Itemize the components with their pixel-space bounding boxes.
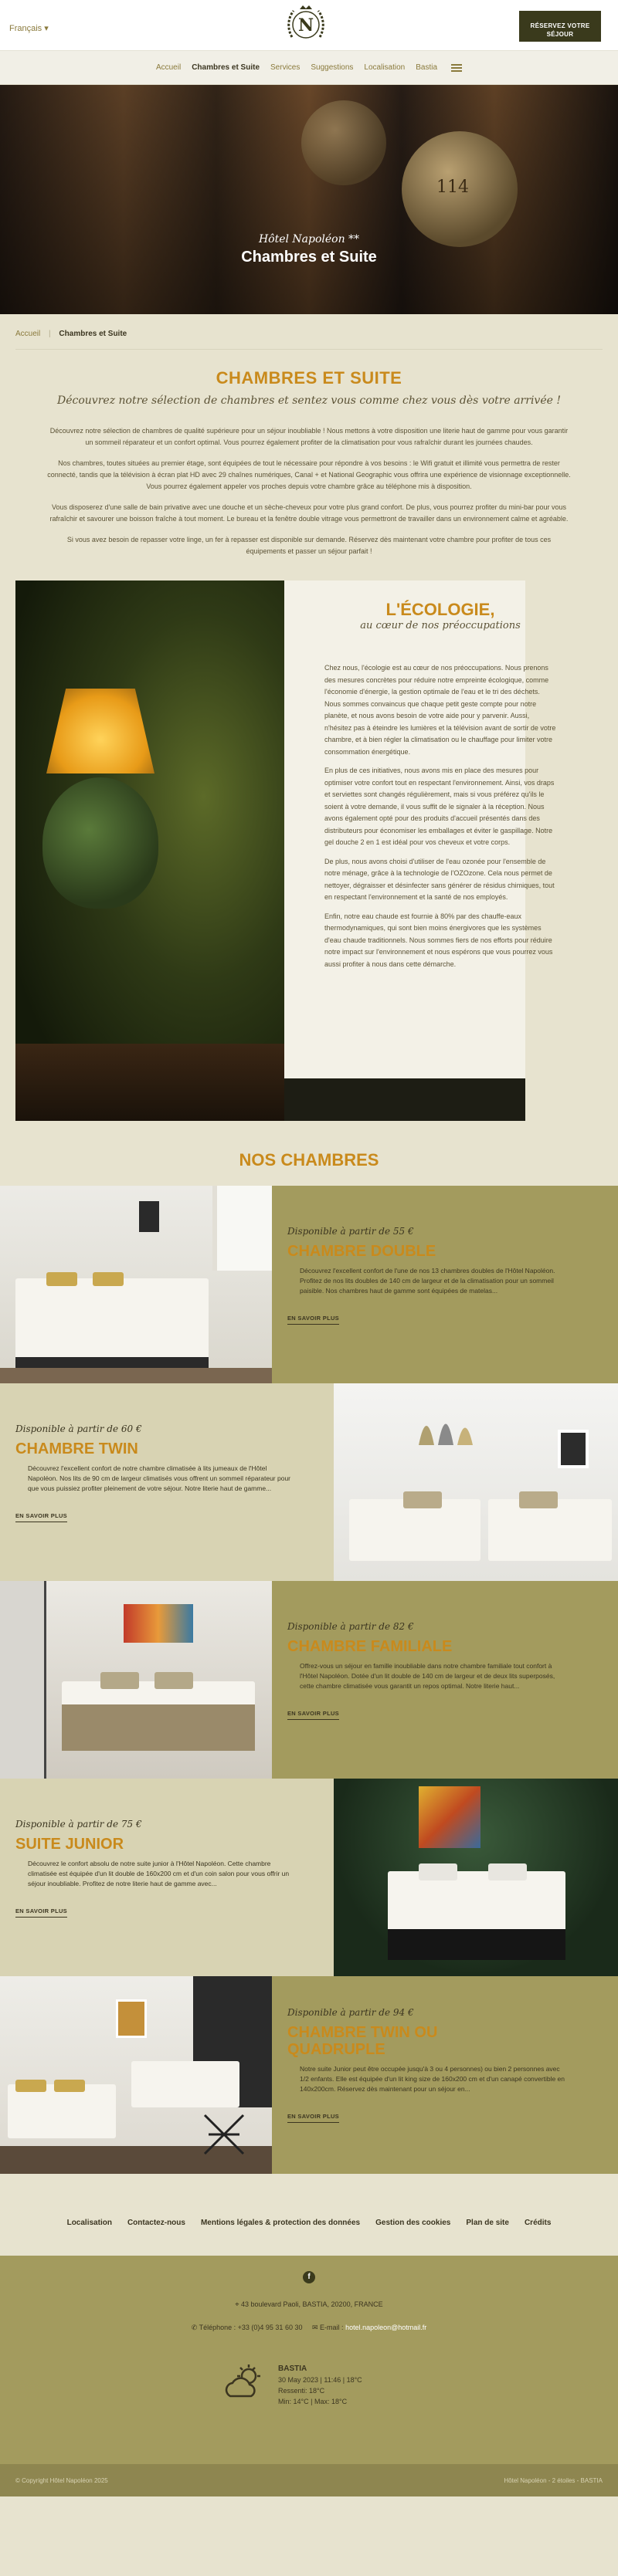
room-name: CHAMBRE DOUBLE [287,1243,436,1260]
breadcrumb-current: Chambres et Suite [59,330,127,338]
location-pin-icon: ⌖ [235,2300,239,2308]
room-price: Disponible à partir de 82 € [287,1621,414,1632]
intro-paragraph: Nos chambres, toutes situées au premier étage, sont équipées de tout le nécessaire pour répondre à vos besoins : le Wifi gratuit et illimité vous permettra de rester connecté, tandis que la télévision à écran plat HD avec 29 chaînes numériques, Canal + et National Geographic vous offrira une expérience de visionnage exceptionnelle. Vous pourrez également appeler vos proches depuis votre chambre grâce au téléphone mis à disposition. [47,459,571,490]
room-price: Disponible à partir de 94 € [287,2007,414,2018]
key-number: 114 [436,178,469,197]
main-nav [0,51,618,85]
weather-minmax: Min: 14°C | Max: 18°C [278,2398,348,2405]
ecology-paragraph: De plus, nous avons choisi d'utiliser de l'eau ozonée pour l'ensemble de notre ménage, grâce à la technologie de l'OZOzone. Cela nous permet de nettoyer, dégraisser et désinfecter sans générer de résidus chimiques, tout en respectant l'environnement et la santé de nos employés. [324,857,555,901]
nav-item-services[interactable]: Services [270,63,301,72]
facebook-icon[interactable]: f [303,2271,315,2283]
rooms-title: NOS CHAMBRES [239,1150,379,1170]
bottom-bar [0,2464,618,2496]
phone-icon: ✆ [191,2324,198,2331]
room-description: Découvrez l'excellent confort de notre chambre climatisée à lits jumeaux de l'Hôtel Napoléon. Nos lits de 90 cm de largeur climatisés vous offrent un sommeil réparateur pour que vous puissiez profiter pleinement de votre séjour. Notre literie haut de gamme... [28,1464,291,1492]
room-photo[interactable] [0,1186,272,1383]
room-price: Disponible à partir de 55 € [287,1226,414,1237]
ecology-paragraph: En plus de ces initiatives, nous avons mis en place des mesures pour optimiser votre confort tout en respectant l'environnement. Ainsi, vos draps et serviettes sont changés régulièrement, mais si vous préférez qu'ils le soient à votre demande, il vous suffit de le signaler à la réception. Nous avons également opté pour des produits d'accueil présentés dans des distributeurs pour économiser les emballages et éviter le gaspillage. Notre gel douche 2 en 1 est idéal pour vos cheveux et votre corps. [324,767,555,846]
lamp-photo [15,581,284,1121]
more-link[interactable]: EN SAVOIR PLUS [287,2113,339,2123]
weather-widget [278,2364,362,2407]
footer [0,2256,618,2464]
ecology-paragraph: Enfin, notre eau chaude est fournie à 80% par des chauffe-eaux thermodynamiques, qui sont bien moins énergivores que les systèmes d'eau chaude traditionnels. Nous sommes fiers de nos efforts pour réduire notre impact sur l'environnement et nous espérons que vous pourrez vous aussi profiter à nous dans cette démarche. [324,912,553,968]
more-link[interactable]: EN SAVOIR PLUS [15,1512,67,1522]
room-info [272,1186,618,1383]
footer-links [0,2189,618,2256]
hero-title: Chambres et Suite [241,249,377,266]
footer-link-sitemap[interactable]: Plan de site [466,2218,509,2227]
more-link[interactable]: EN SAVOIR PLUS [287,1710,339,1720]
weather-date: 30 May 2023 | 11:46 | 18°C [278,2376,362,2384]
room-name: SUITE JUNIOR [15,1836,124,1853]
room-name: CHAMBRE TWIN [15,1440,138,1457]
copyright: © Copyright Hôtel Napoléon 2025 [15,2476,108,2484]
footer-link-credits[interactable]: Crédits [524,2218,552,2227]
nav-item-accueil[interactable]: Accueil [155,63,182,72]
language-selector[interactable]: Français ▾ [9,24,49,33]
room-card [0,1779,618,1976]
more-link[interactable]: EN SAVOIR PLUS [287,1315,339,1325]
footer-link-contact[interactable]: Contactez-nous [127,2218,185,2227]
footer-link-cookies[interactable]: Gestion des cookies [375,2218,451,2227]
room-card [0,1383,618,1581]
phone[interactable]: Téléphone : +33 (0)4 95 31 60 30 [199,2324,303,2331]
hero-subtitle: Hôtel Napoléon ** [258,233,360,245]
top-bar [0,0,618,51]
hotel-tagline: Hôtel Napoléon - 2 étoiles - BASTIA [504,2476,603,2484]
breadcrumb: Accueil | Chambres et Suite [15,314,603,350]
room-description: Découvrez l'excellent confort de l'une de nos 13 chambres doubles de l'Hôtel Napoléon. Profitez de nos lits doubles de 140 cm de largeur et de la climatisation pour un sommeil paisible. Nos chambres haut de gamme sont équipées de matelas... [300,1267,555,1295]
room-card [0,1581,618,1779]
room-card [0,1186,618,1383]
more-link[interactable]: EN SAVOIR PLUS [15,1907,67,1918]
intro-title: CHAMBRES ET SUITE [216,368,402,388]
room-photo[interactable] [0,1976,272,2174]
menu-icon[interactable] [451,64,462,72]
dark-band [284,1078,525,1121]
room-info [0,1779,334,1976]
room-photo[interactable] [334,1779,618,1976]
room-info [272,1581,618,1779]
room-info [272,1976,618,2174]
intro-paragraph: Si vous avez besoin de repasser votre linge, un fer à repasser est disponible sur demande. Réservez dès maintenant votre chambre pour profiter de tous ces équipements et passer un séjour parfait ! [66,536,552,555]
room-card [0,1976,618,2174]
intro-section [0,350,618,557]
ecology-text [324,600,556,977]
address: ⌖ 43 boulevard Paoli, BASTIA, 20200, FRANCE [235,2300,383,2308]
room-name: CHAMBRE FAMILIALE [287,1638,453,1655]
ecology-title: L'ÉCOLOGIE, [385,600,495,619]
ecology-subtitle: au cœur de nos préoccupations [360,620,521,631]
logo-letter: N [297,15,314,36]
room-description: Offrez-vous un séjour en famille inoubliable dans notre chambre familiale tout confort à l'Hôtel Napoléon. Dotée d'un lit double de 140 cm de largeur et de deux lits superposés, cette chambre climatisée vous garantit un repos optimal. Notre literie haut... [300,1662,555,1690]
ecology-paragraph: Chez nous, l'écologie est au cœur de nos préoccupations. Nous prenons des mesures concrètes pour réduire notre empreinte écologique, comme l'économie d'énergie, la gestion optimale de l'eau et le tri des déchets. Nous sommes convaincus que chaque petit geste compte pour notre planète, et nous avons besoin de votre aide pour y parvenir. Aussi, n'hésitez pas à éteindre les lumières et la télévision avant de sortir de votre chambre, et à bien régler la climatisation ou le chauffage pour limiter votre consommation énergétique. [324,664,556,756]
room-description: Notre suite Junior peut être occupée jusqu'à 3 ou 4 personnes) ou bien 2 personnes avec 1/2 enfants. Elle est équipée d'un lit king size de 160x200 cm et d'un canapé convertible en 140x200cm. Réservez dès maintenant pour un séjour en... [300,2065,565,2093]
room-photo[interactable] [334,1383,618,1581]
intro-lead: Découvrez notre sélection de chambres et sentez vous comme chez vous dès votre arrivée ! [57,394,561,407]
weather-cloud-sun-icon [224,2362,269,2401]
room-photo[interactable] [0,1581,272,1779]
hotel-logo[interactable] [284,3,328,46]
nav-item-bastia[interactable]: Bastia [416,63,438,72]
room-name: CHAMBRE TWIN OU QUADRUPLE [287,2024,438,2058]
intro-paragraph: Découvrez notre sélection de chambres de qualité supérieure pour un séjour inoubliable ! Nous mettons à votre disposition une literie haut de gamme pour vous garantir un sommeil réparateur et un confort optimal. Vous pourrez également profiter de la climatisation pour vous rafraîchir durant les journées chaudes. [49,427,569,446]
mail-icon: ✉ [311,2324,318,2331]
key-tag-image [301,100,386,185]
weather-city: BASTIA [278,2364,307,2373]
room-price: Disponible à partir de 60 € [15,1423,142,1434]
nav-item-chambres[interactable]: Chambres et Suite [192,63,260,72]
hero-banner [0,85,618,314]
contact-info [0,2324,618,2332]
footer-link-mentions[interactable]: Mentions légales & protection des données [200,2218,361,2227]
intro-paragraph: Vous disposerez d'une salle de bain privative avec une douche et un sèche-cheveux pour votre plus grand confort. De plus, vous pourrez profiter du mini-bar pour vous rafraîchir et savourer une boisson fraîche à tout moment. Le bureau et la fenêtre double vitrage vous permettront de travailler dans un environnement calme et agréable. [49,503,569,523]
reserve-button[interactable]: RÉSERVEZ VOTRE SÉJOUR [519,11,601,42]
weather-feels: Ressenti: 18°C [278,2387,325,2395]
nav-item-suggestions[interactable]: Suggestions [311,63,354,72]
nav-item-localisation[interactable]: Localisation [364,63,406,72]
ecology-section [0,581,618,1121]
room-description: Découvrez le confort absolu de notre suite junior à l'Hôtel Napoléon. Cette chambre climatisée est équipée d'un lit double de 160x200 cm et d'un coin salon pour vous offrir un séjour inoubliable. Profitez de notre literie haut de gamme avec... [28,1860,290,1887]
footer-link-localisation[interactable]: Localisation [66,2218,112,2227]
email-link[interactable]: hotel.napoleon@hotmail.fr [345,2324,427,2331]
email-label: E-mail : [320,2324,344,2331]
room-info [0,1383,334,1581]
breadcrumb-home[interactable]: Accueil [15,330,41,338]
room-price: Disponible à partir de 75 € [15,1819,142,1830]
